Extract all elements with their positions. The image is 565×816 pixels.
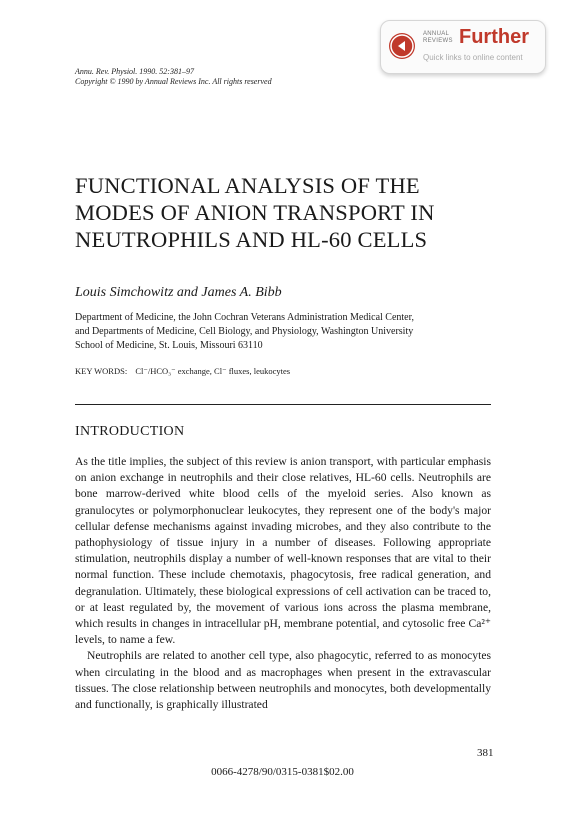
affiliation-line: Department of Medicine, the John Cochran Veterans Administration Medical Center, — [75, 312, 415, 323]
title-line: MODES OF ANION TRANSPORT IN — [75, 200, 435, 225]
author-affiliation — [75, 311, 495, 353]
keywords-text: Cl⁻/HCO₃⁻ exchange, Cl⁻ fluxes, leukocytes — [135, 366, 291, 376]
section-divider — [75, 404, 491, 405]
title-line: NEUTROPHILS AND HL-60 CELLS — [75, 227, 428, 252]
badge-tagline: Quick links to online content — [423, 53, 523, 62]
citation-line: Annu. Rev. Physiol. 1990. 52:381–97 — [75, 67, 194, 76]
keywords — [75, 366, 290, 377]
article-authors: Louis Simchowitz and James A. Bibb — [75, 285, 282, 300]
copyright-line: Copyright © 1990 by Annual Reviews Inc. All rights reserved — [75, 77, 272, 86]
body-paragraph: Neutrophils are related to another cell type, also phagocytic, referred to as monocytes when circulating in the blood and as macrophages when present in the extravascular tissues. The close relationship between neutrophils and monocytes, both developmentally and functionally, is graphically illustrated — [75, 649, 491, 712]
journal-citation — [75, 67, 272, 87]
title-line: FUNCTIONAL ANALYSIS OF THE — [75, 173, 420, 198]
page-number: 381 — [477, 747, 494, 759]
play-arrow-icon — [389, 33, 415, 59]
annual-reviews-further-badge[interactable] — [380, 20, 546, 74]
article-title — [75, 172, 505, 253]
article-body — [75, 454, 491, 713]
badge-brand: Further — [459, 26, 529, 48]
keywords-label: KEY WORDS: — [75, 366, 128, 376]
footer-code: 0066-4278/90/0315-0381$02.00 — [211, 766, 354, 778]
body-paragraph: As the title implies, the subject of this review is anion transport, with particular emphasis on anion exchange in neutrophils and their close relatives, HL-60 cells. Neutrophils are bone marrow-derived white blood cells of the myeloid series. Also known as granulocytes or polymorphonuclear leukocytes, they represent one of the body's major cellular defense mechanisms against invading microbes, and they also contribute to the pathophysiology of tissue injury in a number of diseases. Following appropriate stimulation, neutrophils display a number of well-known responses that are vital to their normal function. These include chemotaxis, phagocytosis, free radical generation, and degranulation. Ultimately, these biological expressions of cell activation can be traced to, or at least regulated by, the movement of various ions across the plasma membrane, which results in changes in intracellular pH, membrane potential, and cytosolic free Ca²⁺ levels, to name a few. — [75, 455, 491, 647]
section-heading: INTRODUCTION — [75, 424, 185, 439]
affiliation-line: and Departments of Medicine, Cell Biology, and Physiology, Washington University — [75, 326, 414, 337]
badge-publisher-label: ANNUAL REVIEWS — [423, 31, 453, 44]
affiliation-line: School of Medicine, St. Louis, Missouri 63110 — [75, 340, 263, 351]
